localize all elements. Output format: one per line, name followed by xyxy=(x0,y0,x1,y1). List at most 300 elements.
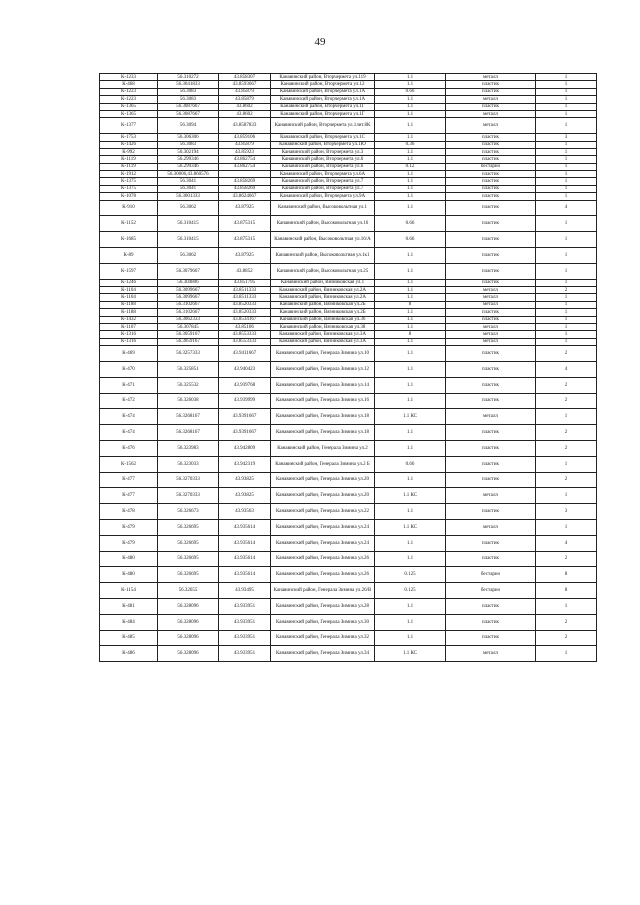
longitude-cell: 43.8534167 xyxy=(219,316,271,323)
longitude-cell: 43.85923 xyxy=(219,148,271,155)
material-cell: пластик xyxy=(446,156,536,163)
volume-cell: 1.1 xyxy=(375,103,446,110)
site-code-cell: К-1152 xyxy=(100,216,158,232)
material-cell: пластик xyxy=(446,103,536,110)
latitude-cell: 56.323033 xyxy=(158,456,219,472)
latitude-cell: 56.326673 xyxy=(158,504,219,520)
longitude-cell: 43.935614 xyxy=(219,535,271,551)
table-row xyxy=(100,331,597,338)
longitude-cell: 43.8553333 xyxy=(219,338,271,345)
material-cell: пластик xyxy=(446,248,536,264)
longitude-cell: 43.935614 xyxy=(219,519,271,535)
address-cell: Канавинский район, Генерала Зимина ул.24 xyxy=(271,519,375,535)
count-cell: 1 xyxy=(536,74,597,81)
volume-cell: 0.125 xyxy=(375,583,446,599)
count-cell: 1 xyxy=(536,171,597,178)
latitude-cell: 56.30006,43.860576 xyxy=(158,171,219,178)
address-cell: Канавинский район, Вязниковская ул.36 xyxy=(271,316,375,323)
site-code-cell: К-474 xyxy=(100,425,158,441)
latitude-cell: 56.3268167 xyxy=(158,425,219,441)
longitude-cell: 43.858269 xyxy=(219,178,271,185)
count-cell: 1 xyxy=(536,488,597,504)
material-cell: металл xyxy=(446,301,536,308)
latitude-cell: 56.3270333 xyxy=(158,472,219,488)
site-code-cell: К-1119 xyxy=(100,156,158,163)
address-cell: Канавинский район, Вторчермета ул.119 xyxy=(271,74,375,81)
count-cell: 1 xyxy=(536,141,597,148)
address-cell: Канавинский район, Вязниковская ул.2Б xyxy=(271,309,375,316)
table-row xyxy=(100,163,597,170)
address-cell: Канавинский район, Вторчермета ул.6 xyxy=(271,163,375,170)
latitude-cell: 56.3270333 xyxy=(158,488,219,504)
count-cell: 2 xyxy=(536,346,597,362)
count-cell: 1 xyxy=(536,409,597,425)
table-row xyxy=(100,519,597,535)
site-code-cell: К-1223 xyxy=(100,96,158,103)
table-row xyxy=(100,248,597,264)
address-cell: Канавинский район, Высоковольтная ул.1к1 xyxy=(271,248,375,264)
count-cell: 1 xyxy=(536,248,597,264)
count-cell: 4 xyxy=(536,361,597,377)
material-cell: металл xyxy=(446,409,536,425)
longitude-cell: 43.85879 xyxy=(219,88,271,95)
latitude-cell: 56.3079667 xyxy=(158,263,219,279)
count-cell: 1 xyxy=(536,301,597,308)
table-row xyxy=(100,96,597,103)
longitude-cell: 43.8553333 xyxy=(219,331,271,338)
material-cell: пластик xyxy=(446,88,536,95)
table-row xyxy=(100,185,597,192)
longitude-cell: 43.8624667 xyxy=(219,193,271,200)
material-cell: металл xyxy=(446,118,536,134)
table-row xyxy=(100,74,597,81)
count-cell: 1 xyxy=(536,178,597,185)
latitude-cell: 56.310415 xyxy=(158,216,219,232)
count-cell: 1 xyxy=(536,156,597,163)
site-code-cell: К-484 xyxy=(100,614,158,630)
site-code-cell: К-479 xyxy=(100,519,158,535)
count-cell: 1 xyxy=(536,263,597,279)
material-cell: пластик xyxy=(446,141,536,148)
longitude-cell: 43.85879 xyxy=(219,141,271,148)
volume-cell: 1.1 xyxy=(375,178,446,185)
site-code-cell: К-474 xyxy=(100,409,158,425)
table-row xyxy=(100,393,597,409)
site-code-cell: К-469 xyxy=(100,346,158,362)
volume-cell: 1.1 xyxy=(375,598,446,614)
latitude-cell: 56.299346 xyxy=(158,163,219,170)
material-cell: пластик xyxy=(446,456,536,472)
count-cell: 1 xyxy=(536,216,597,232)
table-row xyxy=(100,567,597,583)
volume-cell: 1.1 xyxy=(375,110,446,117)
latitude-cell: 56.3083 xyxy=(158,88,219,95)
latitude-cell: 56.3099667 xyxy=(158,294,219,301)
volume-cell: 1.1 xyxy=(375,185,446,192)
volume-cell: 1.1 xyxy=(375,504,446,520)
longitude-cell: 43.93825 xyxy=(219,488,271,504)
table-row xyxy=(100,216,597,232)
table-row xyxy=(100,171,597,178)
address-cell: Канавинский район, Генерала Зимина ул.26 xyxy=(271,567,375,583)
volume-cell: 0.125 xyxy=(375,567,446,583)
site-code-cell: К-479 xyxy=(100,535,158,551)
address-cell: Канавинский район, Генерала Зимина ул.20 xyxy=(271,472,375,488)
site-code-cell: К-1104 xyxy=(100,287,158,294)
material-cell: пластик xyxy=(446,309,536,316)
latitude-cell: 56.328096 xyxy=(158,646,219,662)
count-cell: 1 xyxy=(536,163,597,170)
longitude-cell: 43.862754 xyxy=(219,163,271,170)
address-cell: Канавинский район, Вторчермета ул.7 xyxy=(271,178,375,185)
table-row xyxy=(100,316,597,323)
count-cell: 1 xyxy=(536,294,597,301)
count-cell: 1 xyxy=(536,193,597,200)
latitude-cell: 56.328096 xyxy=(158,630,219,646)
material-cell: пластик xyxy=(446,148,536,155)
volume-cell: 1.1 xyxy=(375,346,446,362)
count-cell: 1 xyxy=(536,598,597,614)
volume-cell: 0.66 xyxy=(375,232,446,248)
volume-cell: 1.1 xyxy=(375,263,446,279)
site-code-cell: К-1365 xyxy=(100,110,158,117)
count-cell: 1 xyxy=(536,456,597,472)
material-cell: металл xyxy=(446,338,536,345)
site-code-cell: К-477 xyxy=(100,488,158,504)
site-code-cell: К-1316 xyxy=(100,338,158,345)
count-cell: 4 xyxy=(536,200,597,216)
latitude-cell: 56.3059167 xyxy=(158,331,219,338)
count-cell: 8 xyxy=(536,567,597,583)
table-row xyxy=(100,488,597,504)
volume-cell: 1.1 xyxy=(375,200,446,216)
address-cell: Канавинский район, Генерала Зимина ул.10 xyxy=(271,346,375,362)
longitude-cell: 43.8520333 xyxy=(219,309,271,316)
longitude-cell: 43.8511333 xyxy=(219,287,271,294)
material-cell: пластик xyxy=(446,263,536,279)
latitude-cell: 56.326695 xyxy=(158,551,219,567)
volume-cell: 1.1 xyxy=(375,440,446,456)
table-row xyxy=(100,472,597,488)
material-cell: пластик xyxy=(446,171,536,178)
material-cell: пластик xyxy=(446,200,536,216)
site-code-cell: К-1377 xyxy=(100,118,158,134)
volume-cell: 0.66 xyxy=(375,216,446,232)
material-cell: пластик xyxy=(446,535,536,551)
site-code-cell: К-476 xyxy=(100,440,158,456)
latitude-cell: 56.3087667 xyxy=(158,110,219,117)
address-cell: Канавинский район, Высоковольтная ул.1 xyxy=(271,200,375,216)
volume-cell: 1.1 xyxy=(375,393,446,409)
volume-cell: 1.1 xyxy=(375,193,446,200)
count-cell: 2 xyxy=(536,287,597,294)
table-row xyxy=(100,110,597,117)
latitude-cell: 56.3257333 xyxy=(158,346,219,362)
address-cell: Канавинский район, Вторчермета ул.1А xyxy=(271,96,375,103)
address-cell: Канавинский район, Высоковольтная ул.25 xyxy=(271,263,375,279)
longitude-cell: 43.851795 xyxy=(219,279,271,286)
latitude-cell: 56.325532 xyxy=(158,377,219,393)
site-code-cell: К-1912 xyxy=(100,171,158,178)
volume-cell: 1.1 xyxy=(375,118,446,134)
longitude-cell: 43.939999 xyxy=(219,393,271,409)
latitude-cell: 56.3062333 xyxy=(158,316,219,323)
longitude-cell: 43.93825 xyxy=(219,472,271,488)
site-code-cell: К-478 xyxy=(100,504,158,520)
table-row xyxy=(100,377,597,393)
latitude-cell: 56.323983 xyxy=(158,440,219,456)
volume-cell: 1.1 xyxy=(375,551,446,567)
volume-cell: 0.12 xyxy=(375,163,446,170)
table-row xyxy=(100,338,597,345)
material-cell: пластик xyxy=(446,193,536,200)
material-cell: пластик xyxy=(446,232,536,248)
volume-cell: 1.1 xyxy=(375,316,446,323)
latitude-cell: 56.3268167 xyxy=(158,409,219,425)
latitude-cell: 56.3059167 xyxy=(158,338,219,345)
longitude-cell: 43.85106 xyxy=(219,323,271,330)
site-code-cell: К-1597 xyxy=(100,263,158,279)
table-row xyxy=(100,141,597,148)
address-cell: Канавинский район, Вторчермета ул.1А xyxy=(271,88,375,95)
address-cell: Канавинский район, Вторчермета ул.1Г xyxy=(271,103,375,110)
longitude-cell: 43.9411667 xyxy=(219,346,271,362)
volume-cell: 1.1 xyxy=(375,361,446,377)
table-row xyxy=(100,193,597,200)
count-cell: 2 xyxy=(536,440,597,456)
material-cell: бестарно xyxy=(446,163,536,170)
address-cell: Канавинский район, Вторчермета ул.6А xyxy=(271,171,375,178)
address-cell: Канавинский район, Вязниковская ул.3А xyxy=(271,331,375,338)
count-cell: 4 xyxy=(536,535,597,551)
count-cell: 2 xyxy=(536,377,597,393)
site-code-cell: К-910 xyxy=(100,200,158,216)
latitude-cell: 56.3094 xyxy=(158,118,219,134)
volume-cell: 1.1 xyxy=(375,630,446,646)
address-cell: Канавинский район, Генерала Зимина ул.26/В xyxy=(271,583,375,599)
table-row xyxy=(100,583,597,599)
count-cell: 2 xyxy=(536,472,597,488)
latitude-cell: 56.3099667 xyxy=(158,287,219,294)
site-code-cell: К-1365 xyxy=(100,103,158,110)
material-cell: бестарно xyxy=(446,567,536,583)
count-cell: 2 xyxy=(536,551,597,567)
longitude-cell: 43.933951 xyxy=(219,646,271,662)
address-cell: Канавинский район, Генерала Зимина ул.26 xyxy=(271,551,375,567)
material-cell: металл xyxy=(446,74,536,81)
site-code-cell: К-485 xyxy=(100,630,158,646)
address-cell: Канавинский район, Генерала Зимина ул.14 xyxy=(271,377,375,393)
longitude-cell: 43.858307 xyxy=(219,74,271,81)
longitude-cell: 43.935614 xyxy=(219,551,271,567)
latitude-cell: 56.3102667 xyxy=(158,301,219,308)
address-cell: Канавинский район, Генерала Зимина ул.20 xyxy=(271,488,375,504)
site-code-cell: К-1753 xyxy=(100,134,158,141)
material-cell: бестарно xyxy=(446,583,536,599)
longitude-cell: 43.8587833 xyxy=(219,118,271,134)
site-code-cell: К-470 xyxy=(100,361,158,377)
volume-cell: 1.1 xyxy=(375,472,446,488)
count-cell: 1 xyxy=(536,103,597,110)
count-cell: 1 xyxy=(536,323,597,330)
latitude-cell: 56.3041 xyxy=(158,178,219,185)
volume-cell: 8 xyxy=(375,301,446,308)
material-cell: пластик xyxy=(446,178,536,185)
table-row xyxy=(100,440,597,456)
table-row xyxy=(100,134,597,141)
address-cell: Канавинский район, Вязниковская ул.2Б xyxy=(271,301,375,308)
table-row xyxy=(100,88,597,95)
longitude-cell: 43.875315 xyxy=(219,216,271,232)
count-cell: 2 xyxy=(536,614,597,630)
address-cell: Канавинский район, Генерала Зимина ул.16 xyxy=(271,393,375,409)
site-code-cell: К-1233 xyxy=(100,74,158,81)
longitude-cell: 43.875315 xyxy=(219,232,271,248)
address-cell: Канавинский район, Генерала Зимина ул.24 xyxy=(271,535,375,551)
count-cell: 1 xyxy=(536,110,597,117)
volume-cell: 0.36 xyxy=(375,141,446,148)
site-code-cell: К-1426 xyxy=(100,141,158,148)
table-row xyxy=(100,309,597,316)
longitude-cell: 43.85879 xyxy=(219,96,271,103)
latitude-cell: 56.299346 xyxy=(158,156,219,163)
count-cell: 1 xyxy=(536,148,597,155)
latitude-cell: 56.304806 xyxy=(158,279,219,286)
volume-cell: 1.1 xyxy=(375,156,446,163)
latitude-cell: 56.3083 xyxy=(158,96,219,103)
latitude-cell: 56.3087667 xyxy=(158,103,219,110)
count-cell: 1 xyxy=(536,309,597,316)
longitude-cell: 43.8602 xyxy=(219,103,271,110)
address-cell: Канавинский район, Генерала Зимина ул.2 xyxy=(271,440,375,456)
longitude-cell: 43.87925 xyxy=(219,200,271,216)
count-cell: 2 xyxy=(536,393,597,409)
count-cell: 2 xyxy=(536,630,597,646)
latitude-cell: 56.32655 xyxy=(158,583,219,599)
volume-cell: 1.1 xyxy=(375,96,446,103)
table-row xyxy=(100,535,597,551)
longitude-cell: 43.933951 xyxy=(219,598,271,614)
table-row xyxy=(100,148,597,155)
material-cell: пластик xyxy=(446,393,536,409)
longitude-cell: 43.859106 xyxy=(219,134,271,141)
table-row xyxy=(100,263,597,279)
longitude-cell: 43.862754 xyxy=(219,156,271,163)
volume-cell: 1.1 xyxy=(375,535,446,551)
site-code-cell: К-1078 xyxy=(100,193,158,200)
site-code-cell: К-481 xyxy=(100,598,158,614)
longitude-cell: 43.8520333 xyxy=(219,301,271,308)
longitude-cell: 43.8602 xyxy=(219,110,271,117)
site-code-cell: К-1188 xyxy=(100,309,158,316)
count-cell: 1 xyxy=(536,519,597,535)
latitude-cell: 56.310272 xyxy=(158,74,219,81)
site-code-cell: К-1685 xyxy=(100,232,158,248)
address-cell: Канавинский район, Генерала Зимина ул.22 xyxy=(271,504,375,520)
site-code-cell: К-1562 xyxy=(100,456,158,472)
longitude-cell: 43.935614 xyxy=(219,567,271,583)
address-cell: Канавинский район, Генерала Зимина ул.2 Б xyxy=(271,456,375,472)
count-cell: 8 xyxy=(536,583,597,599)
address-cell: Канавинский район, Высоковольтная ул.16/А xyxy=(271,232,375,248)
table-row xyxy=(100,598,597,614)
table-row xyxy=(100,294,597,301)
volume-cell: 1.1 xyxy=(375,287,446,294)
address-cell: Канавинский район, Генерала Зимина ул.30 xyxy=(271,614,375,630)
site-code-cell: К-480 xyxy=(100,551,158,567)
address-cell: Канавинский район, Генерала Зимина ул.34 xyxy=(271,646,375,662)
latitude-cell: 56.325851 xyxy=(158,361,219,377)
volume-cell: 8 xyxy=(375,331,446,338)
address-cell: Канавинский район, Вторчермета ул.6 xyxy=(271,156,375,163)
latitude-cell: 56.3083 xyxy=(158,141,219,148)
site-code-cell: К-1246 xyxy=(100,279,158,286)
site-code-cell: К-468 xyxy=(100,81,158,88)
volume-cell: 1.1 xyxy=(375,248,446,264)
count-cell: 1 xyxy=(536,279,597,286)
latitude-cell: 56.326695 xyxy=(158,535,219,551)
material-cell: металл xyxy=(446,294,536,301)
site-code-cell: К-1432 xyxy=(100,316,158,323)
material-cell: пластик xyxy=(446,185,536,192)
address-cell: Канавинский район, Генерала Зимина ул.28 xyxy=(271,598,375,614)
material-cell: пластик xyxy=(446,440,536,456)
material-cell: металл xyxy=(446,110,536,117)
volume-cell: 1.1 КС xyxy=(375,488,446,504)
table-row xyxy=(100,361,597,377)
address-cell: Канавинский район, Высоковольтная ул.16 xyxy=(271,216,375,232)
table-row xyxy=(100,178,597,185)
table-row xyxy=(100,279,597,286)
volume-cell: 1.1 КС xyxy=(375,409,446,425)
table-row xyxy=(100,301,597,308)
count-cell: 3 xyxy=(536,504,597,520)
address-cell: Канавинский район, Вторчермета ул.9А xyxy=(271,193,375,200)
volume-cell: 1.1 xyxy=(375,279,446,286)
volume-cell: 1.1 xyxy=(375,425,446,441)
latitude-cell: 56.3102667 xyxy=(158,309,219,316)
address-cell: Канавинский район, Генерала Зимина ул.18 xyxy=(271,425,375,441)
volume-cell: 1.1 КС xyxy=(375,519,446,535)
longitude-cell: 43.93563 xyxy=(219,504,271,520)
count-cell: 1 xyxy=(536,331,597,338)
site-code-cell: К-992 xyxy=(100,148,158,155)
site-code-cell: К-1154 xyxy=(100,583,158,599)
volume-cell: 1.1 xyxy=(375,614,446,630)
table-row xyxy=(100,646,597,662)
material-cell: пластик xyxy=(446,614,536,630)
count-cell: 1 xyxy=(536,88,597,95)
count-cell: 1 xyxy=(536,81,597,88)
site-code-cell: К-1107 xyxy=(100,323,158,330)
latitude-cell: 56.3062 xyxy=(158,200,219,216)
volume-cell: 1.1 xyxy=(375,294,446,301)
material-cell: пластик xyxy=(446,377,536,393)
address-cell: Канавинский район, Вторчермета ул.1лит.8К xyxy=(271,118,375,134)
site-code-cell: К-89 xyxy=(100,248,158,264)
longitude-cell: 43.858269 xyxy=(219,185,271,192)
longitude-cell: 43.942319 xyxy=(219,456,271,472)
volume-cell: 1.1 xyxy=(375,323,446,330)
address-cell: Канавинский район, Генерала Зимина ул.32 xyxy=(271,630,375,646)
count-cell: 1 xyxy=(536,316,597,323)
latitude-cell: 56.310415 xyxy=(158,232,219,248)
material-cell: металл xyxy=(446,519,536,535)
table-row xyxy=(100,504,597,520)
table-row xyxy=(100,456,597,472)
material-cell: пластик xyxy=(446,598,536,614)
address-cell: Канавинский район, Вязниковская ул.2А xyxy=(271,294,375,301)
